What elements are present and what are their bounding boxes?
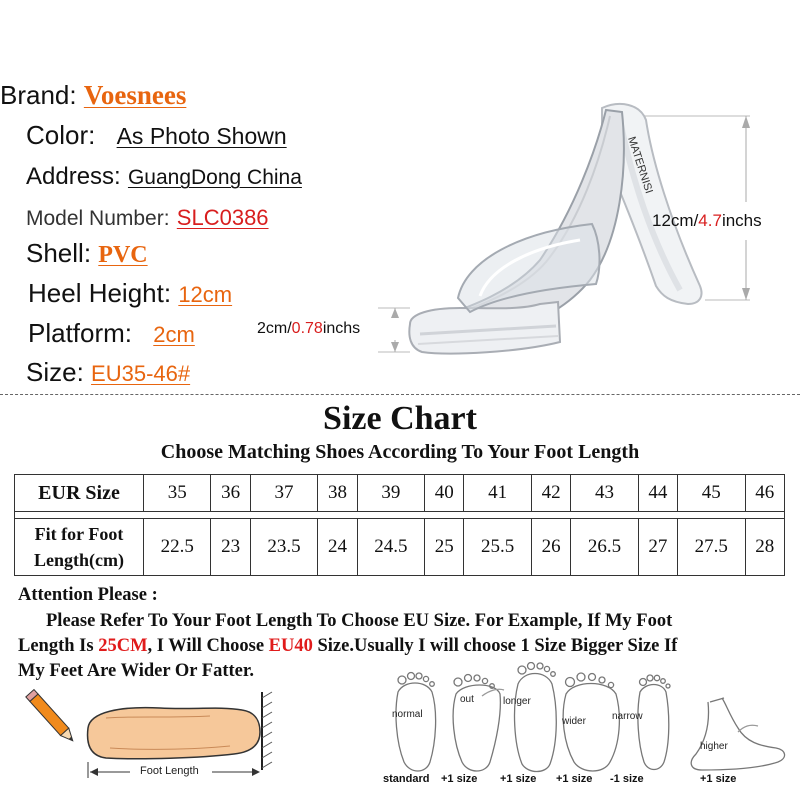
foot-outline-narrow — [638, 675, 670, 770]
foot-length-cell: 22.5 — [144, 519, 211, 576]
foot-length-cell: 27 — [638, 519, 677, 576]
foot-length-cell: 28 — [745, 519, 785, 576]
foot-outline-longer — [515, 663, 557, 772]
foot-length-cell: 26.5 — [571, 519, 638, 576]
foot-length-label: Foot Length — [140, 765, 199, 777]
section-divider — [0, 394, 800, 395]
heel-dimension-label — [652, 211, 762, 231]
attention-line-3: My Feet Are Wider Or Fatter. — [18, 661, 254, 681]
foot-length-header-line1: Fit for Foot — [34, 524, 124, 544]
insole-brand-text: MATERNISI — [625, 135, 655, 196]
brand-value: Voesnees — [83, 80, 187, 110]
platform-dimension-unit: inchs — [322, 320, 361, 337]
eur-size-cell: 39 — [357, 475, 424, 512]
brand-label: Brand: — [0, 80, 77, 110]
address-value: GuangDong China — [127, 166, 302, 189]
model-value: SLC0386 — [176, 205, 269, 230]
eur-size-header: EUR Size — [15, 475, 144, 512]
model-label: Model Number: — [26, 207, 170, 230]
foot-type-caption: wider — [562, 716, 586, 727]
eur-size-cell: 43 — [571, 475, 638, 512]
attention-line-2-e: Size.Usually I will choose 1 Size Bigger Size If — [312, 636, 678, 656]
chart-subtitle: Choose Matching Shoes According To Your Foot Length — [160, 441, 640, 463]
foot-type-caption: longer — [503, 696, 531, 707]
foot-length-header-line2: Length(cm) — [34, 550, 124, 570]
foot-length-cell: 27.5 — [678, 519, 745, 576]
platform-label: Platform: — [28, 318, 133, 348]
eur-size-cell: 42 — [531, 475, 570, 512]
foot-length-cell: 23.5 — [250, 519, 317, 576]
size-chart-table — [14, 474, 785, 576]
color-value: As Photo Shown — [116, 123, 287, 149]
table-spacer — [15, 512, 785, 519]
foot-length-cell: 26 — [531, 519, 570, 576]
platform-dimension-inch: 0.78 — [291, 320, 323, 337]
eur-size-cell: 40 — [425, 475, 464, 512]
heel-label: Heel Height: — [28, 278, 172, 308]
shoe-illustration — [370, 90, 790, 380]
address-label: Address: — [26, 163, 121, 190]
foot-length-cell: 25 — [425, 519, 464, 576]
eur-size-cell: 41 — [464, 475, 531, 512]
foot-type-size-advice: -1 size — [610, 773, 644, 785]
attention-line-2-a: Length Is — [18, 636, 99, 656]
attention-eu-size-example: EU40 — [268, 636, 313, 656]
shell-label: Shell: — [26, 238, 92, 268]
attention-foot-length-example: 25CM — [98, 636, 148, 656]
chart-title: Size Chart — [323, 400, 477, 437]
heel-value: 12cm — [178, 282, 233, 307]
heel-dimension-cm: 12cm/ — [652, 211, 699, 230]
eur-size-cell: 36 — [211, 475, 250, 512]
foot-type-size-advice: +1 size — [556, 773, 593, 785]
foot-length-cell: 23 — [211, 519, 250, 576]
eur-size-row — [15, 475, 785, 512]
foot-length-cell: 24.5 — [357, 519, 424, 576]
platform-dimension-cm: 2cm/ — [257, 320, 292, 337]
size-label: Size: — [26, 357, 84, 387]
table-spacer-row — [15, 512, 785, 519]
attention-heading: Attention Please : — [18, 585, 158, 605]
eur-size-cell: 38 — [318, 475, 357, 512]
foot-type-size-advice: +1 size — [500, 773, 537, 785]
foot-length-row — [15, 519, 785, 576]
heel-dimension-unit: inchs — [721, 211, 762, 230]
foot-type-caption: higher — [700, 741, 728, 752]
shell-value: PVC — [98, 242, 148, 268]
foot-length-cell: 24 — [318, 519, 357, 576]
foot-type-size-advice: +1 size — [700, 773, 737, 785]
eur-size-cell: 44 — [638, 475, 677, 512]
foot-type-size-advice: +1 size — [441, 773, 478, 785]
foot-outline-normal — [396, 673, 436, 772]
platform-dimension-label — [257, 320, 360, 338]
attention-line-1: Please Refer To Your Foot Length To Choose EU Size. For Example, If My Foot — [46, 611, 673, 631]
size-value: EU35-46# — [91, 361, 191, 386]
eur-size-cell: 35 — [144, 475, 211, 512]
eur-size-cell: 37 — [250, 475, 317, 512]
platform-value: 2cm — [153, 322, 195, 347]
foot-type-size-advice: standard — [383, 773, 430, 785]
foot-length-header — [15, 519, 144, 576]
foot-length-cell: 25.5 — [464, 519, 531, 576]
eur-size-cell: 46 — [745, 475, 785, 512]
foot-type-caption: out — [460, 694, 474, 705]
eur-size-cell: 45 — [678, 475, 745, 512]
attention-line-2-c: , I Will Choose — [147, 636, 269, 656]
color-label: Color: — [26, 120, 96, 150]
foot-outline-higher — [691, 698, 784, 770]
foot-outline-out — [453, 675, 504, 772]
foot-type-caption: narrow — [612, 711, 643, 722]
attention-line-2 — [18, 636, 677, 657]
foot-type-caption: normal — [392, 709, 423, 720]
heel-dimension-inch: 4.7 — [698, 211, 722, 230]
